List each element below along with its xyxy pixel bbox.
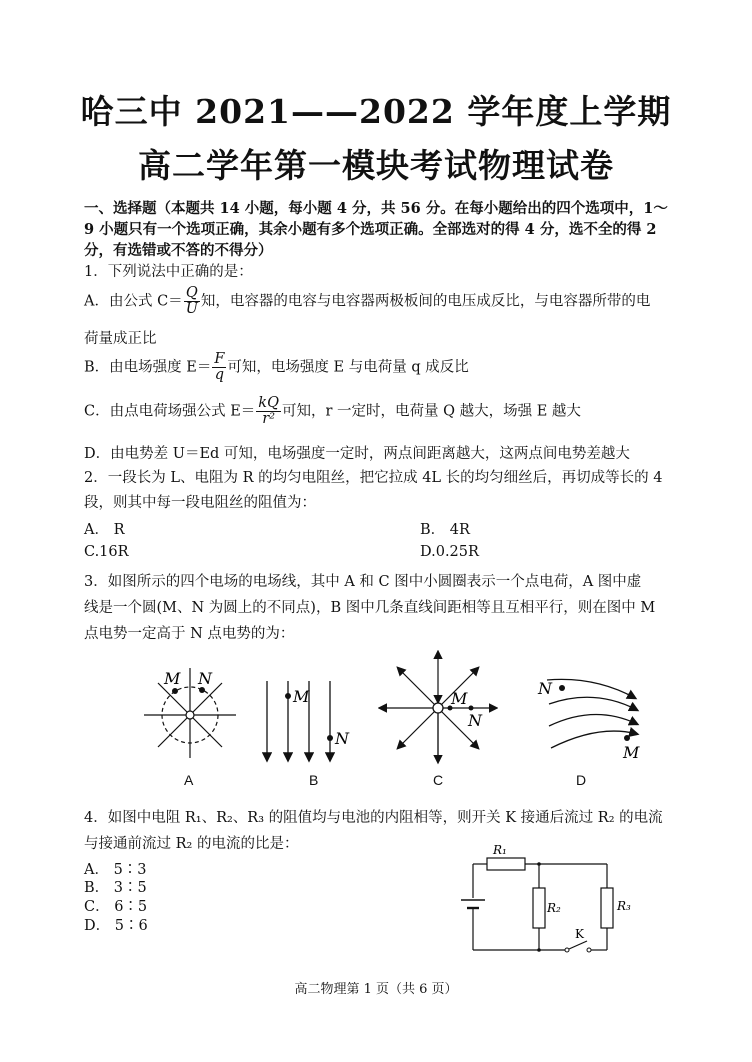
- q1-a-prefix: A．由公式 C＝: [84, 293, 183, 310]
- q3-stem-1: 3．如图所示的四个电场的电场线，其中 A 和 C 图中小圆圈表示一个点电荷，A 图中虚: [84, 574, 642, 590]
- q1-option-b: [84, 352, 469, 383]
- section-instructions-1: 一、选择题（本题共 14 小题，每小题 4 分，共 56 分。在每小题给出的四个选项中，1～: [84, 200, 668, 217]
- label-m: M: [623, 743, 640, 762]
- q3-stem-2: 线是一个圆(M、N 为圆上的不同点)，B 图中几条直线间距相等且互相平行，则在图中 M: [84, 600, 656, 616]
- q3-stem-3: 点电势一定高于 N 点电势的为：: [84, 626, 295, 642]
- point-n: [469, 706, 474, 711]
- field-line: [549, 714, 637, 726]
- q1-c-fraction: [256, 396, 281, 427]
- q1-b-text: 可知，电场强度 E 与电荷量 q 成反比: [227, 359, 469, 376]
- q4-option-c: C． 6∶5: [84, 899, 148, 915]
- figure-c-label: C: [433, 772, 444, 788]
- label-n: N: [335, 729, 349, 748]
- q1-c-numerator: kQ: [258, 395, 279, 411]
- point-n: [327, 735, 333, 741]
- figure-c-point-charge: [378, 650, 498, 765]
- point-m: [624, 735, 630, 741]
- q1-b-fraction: [212, 352, 226, 383]
- q1-c-denominator: r²: [262, 411, 276, 427]
- section-instructions-3: 分，有选错或不答的不得分）: [84, 242, 273, 259]
- figure-b-uniform-field: [255, 676, 365, 766]
- q2-option-a: A． R: [84, 522, 125, 538]
- resistor-r1: [487, 858, 525, 870]
- label-r3: R₃: [617, 899, 631, 913]
- label-r1: R₁: [493, 843, 507, 857]
- point-m: [285, 693, 291, 699]
- q4-stem-2: 与接通前流过 R₂ 的电流的比是：: [84, 836, 299, 852]
- q1-option-d: D．由电势差 U＝Ed 可知，电场强度一定时，两点间距离越大，这两点间电势差越大: [84, 446, 630, 462]
- exam-title-line2: 高二学年第一模块考试物理试卷: [138, 146, 614, 185]
- q1-a-numerator: Q: [184, 286, 200, 302]
- figure-a-point-charge: [140, 660, 240, 760]
- q4-stem-1: 4．如图中电阻 R₁、R₂、R₃ 的阻值均与电池的内阻相等，则开关 K 接通后流过 R₂ 的电流: [84, 810, 663, 826]
- field-line: [158, 715, 190, 747]
- page-footer: 高二物理第 1 页（共 6 页）: [294, 982, 458, 997]
- label-n: N: [468, 711, 482, 730]
- label-n: N: [538, 679, 552, 698]
- resistor-r2: [533, 888, 545, 928]
- switch-contact: [587, 948, 591, 952]
- figure-d-label: D: [576, 772, 587, 788]
- label-m: M: [293, 687, 310, 706]
- figure-a-label: A: [184, 772, 194, 788]
- q2-stem-1: 2．一段长为 L、电阻为 R 的均匀电阻丝，把它拉成 4L 长的均匀细丝后，再切成等长的 4: [84, 470, 663, 486]
- label-k: K: [575, 927, 584, 941]
- q1-a-text: 知，电容器的电容与电容器两极板间的电压成反比，与电容器所带的电: [200, 293, 651, 310]
- switch-contact: [565, 948, 569, 952]
- q2-option-b: B． 4R: [420, 522, 470, 538]
- q1-b-prefix: B．由电场强度 E＝: [84, 359, 212, 376]
- q1-a-denominator: U: [185, 301, 198, 317]
- switch-k: [569, 941, 587, 949]
- figure-b-label: B: [309, 772, 319, 788]
- q2-option-c: C.16R: [84, 544, 129, 560]
- q4-option-a: A． 5∶3: [84, 862, 147, 878]
- q1-option-a-cont: 荷量成正比: [84, 331, 157, 347]
- field-line: [549, 697, 637, 710]
- q4-option-b: B． 3∶5: [84, 880, 147, 896]
- point-charge: [186, 711, 194, 719]
- q1-c-text: 可知，r 一定时，电荷量 Q 越大，场强 E 越大: [281, 403, 581, 420]
- label-n: N: [198, 669, 212, 688]
- point-charge: [433, 703, 443, 713]
- circuit-diagram: [455, 838, 645, 956]
- q1-b-numerator: F: [214, 351, 225, 367]
- figure-d-curved-field: [535, 668, 655, 763]
- section-instructions-2: 9 小题只有一个选项正确，其余小题有多个选项正确。全部选对的得 4 分，选不全的得 2: [84, 221, 657, 238]
- q4-option-d: D． 5∶6: [84, 918, 148, 934]
- q1-a-fraction: [184, 286, 200, 317]
- point-m: [172, 688, 178, 694]
- label-m: M: [164, 669, 181, 688]
- field-line: [398, 708, 438, 748]
- q1-stem: 1．下列说法中正确的是：: [84, 264, 253, 280]
- q2-option-d: D.0.25R: [420, 544, 479, 560]
- q1-b-denominator: q: [214, 367, 225, 383]
- label-r2: R₂: [547, 901, 561, 915]
- q1-option-c: [84, 396, 581, 427]
- point-n: [559, 685, 565, 691]
- q1-c-prefix: C．由点电荷场强公式 E＝: [84, 403, 256, 420]
- field-line: [190, 715, 222, 747]
- exam-title-line1: 哈三中 2021——2022 学年度上学期: [80, 92, 672, 131]
- label-m: M: [451, 689, 468, 708]
- q2-stem-2: 段，则其中每一段电阻丝的阻值为：: [84, 495, 316, 511]
- q1-option-a: [84, 286, 650, 317]
- field-line: [398, 668, 438, 708]
- resistor-r3: [601, 888, 613, 928]
